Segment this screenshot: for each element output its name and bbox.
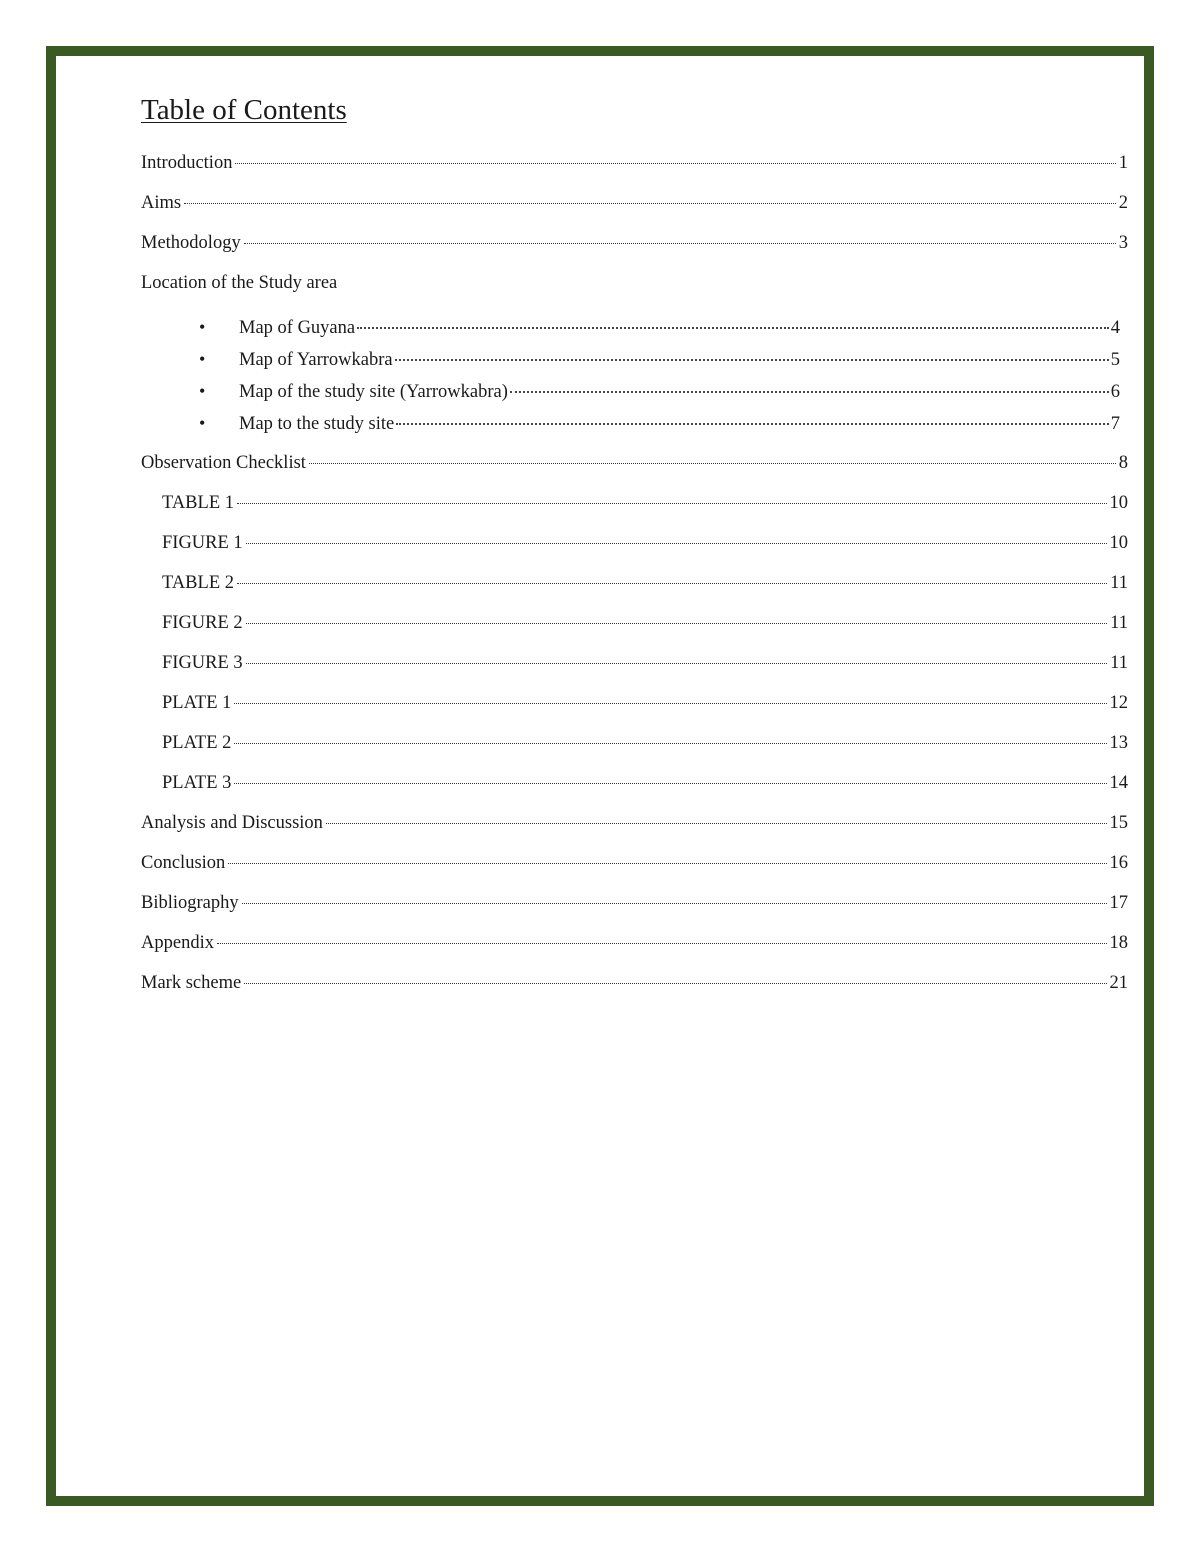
toc-entry-introduction[interactable] — [141, 152, 1128, 192]
toc-entry-page: 7 — [1110, 414, 1120, 434]
bullet-icon: • — [199, 349, 206, 369]
toc-entry-label: PLATE 3 — [162, 773, 232, 793]
dot-leader — [244, 243, 1116, 244]
toc-entry-page: 10 — [1109, 533, 1128, 553]
dot-leader — [396, 423, 1109, 425]
bullet-icon: • — [199, 381, 206, 401]
toc-entry-page: 12 — [1109, 693, 1128, 713]
dot-leader — [217, 943, 1107, 944]
toc-entry-label: PLATE 1 — [162, 693, 232, 713]
dot-leader — [234, 783, 1106, 784]
toc-entry-observation-checklist[interactable] — [141, 452, 1128, 492]
toc-entry-label: FIGURE 3 — [162, 653, 243, 673]
toc-subentry-figure-1[interactable] — [141, 532, 1128, 572]
toc-entry-label: Bibliography — [141, 893, 239, 913]
toc-entry-mark-scheme[interactable] — [141, 972, 1128, 1012]
dot-leader — [237, 583, 1107, 584]
dot-leader — [246, 543, 1107, 544]
toc-entry-label: Map of Yarrowkabra — [239, 350, 393, 370]
dot-leader — [234, 703, 1106, 704]
toc-bullet-map-of-study-site[interactable] — [199, 380, 1120, 412]
dot-leader — [309, 463, 1116, 464]
dot-leader — [246, 663, 1107, 664]
toc-entry-label: Mark scheme — [141, 973, 242, 993]
toc-subentry-table-1[interactable] — [141, 492, 1128, 532]
toc-entry-page: 5 — [1110, 350, 1120, 370]
toc-entry-label: FIGURE 2 — [162, 613, 243, 633]
toc-entry-page: 11 — [1110, 653, 1128, 673]
toc-entry-page: 14 — [1109, 773, 1128, 793]
table-of-contents — [141, 90, 1128, 1012]
toc-entry-page: 3 — [1118, 233, 1128, 253]
toc-entry-label: FIGURE 1 — [162, 533, 243, 553]
toc-entry-label: TABLE 1 — [162, 493, 234, 513]
toc-entry-page: 18 — [1109, 933, 1128, 953]
toc-entry-page: 21 — [1109, 973, 1128, 993]
toc-bullet-map-of-yarrowkabra[interactable] — [199, 348, 1120, 380]
toc-entry-appendix[interactable] — [141, 932, 1128, 972]
toc-subentry-plate-2[interactable] — [141, 732, 1128, 772]
toc-entry-page: 11 — [1110, 573, 1128, 593]
toc-entry-page: 16 — [1109, 853, 1128, 873]
dot-leader — [510, 391, 1109, 393]
dot-leader — [234, 743, 1106, 744]
toc-entry-label: Aims — [141, 193, 182, 213]
toc-subentry-plate-1[interactable] — [141, 692, 1128, 732]
toc-entry-label: Analysis and Discussion — [141, 813, 323, 833]
toc-subentry-table-2[interactable] — [141, 572, 1128, 612]
toc-entry-conclusion[interactable] — [141, 852, 1128, 892]
toc-entry-label: Map to the study site — [239, 414, 395, 434]
toc-entry-page: 8 — [1118, 453, 1128, 473]
dot-leader — [357, 327, 1109, 329]
toc-subentry-plate-3[interactable] — [141, 772, 1128, 812]
toc-subentry-figure-3[interactable] — [141, 652, 1128, 692]
dot-leader — [395, 359, 1109, 361]
toc-bullet-map-of-guyana[interactable] — [199, 316, 1120, 348]
toc-entry-label: Location of the Study area — [141, 273, 338, 293]
dot-leader — [326, 823, 1107, 824]
toc-entry-page: 15 — [1109, 813, 1128, 833]
toc-entry-page: 2 — [1118, 193, 1128, 213]
toc-entry-bibliography[interactable] — [141, 892, 1128, 932]
dot-leader — [235, 163, 1115, 164]
toc-heading-location — [141, 272, 1128, 312]
toc-entry-label: Map of Guyana — [239, 318, 356, 338]
bullet-icon: • — [199, 413, 206, 433]
dot-leader — [228, 863, 1106, 864]
toc-entry-label: Conclusion — [141, 853, 226, 873]
dot-leader — [237, 503, 1107, 504]
toc-entry-label: Map of the study site (Yarrowkabra) — [239, 382, 508, 402]
toc-entry-label: Appendix — [141, 933, 214, 953]
dot-leader — [184, 203, 1116, 204]
toc-entry-label: Methodology — [141, 233, 241, 253]
toc-entry-label: Observation Checklist — [141, 453, 306, 473]
toc-entry-aims[interactable] — [141, 192, 1128, 232]
toc-subentry-figure-2[interactable] — [141, 612, 1128, 652]
bullet-icon: • — [199, 317, 206, 337]
toc-entry-page: 1 — [1118, 153, 1128, 173]
dot-leader — [246, 623, 1107, 624]
toc-entry-analysis-and-discussion[interactable] — [141, 812, 1128, 852]
toc-entry-page: 17 — [1109, 893, 1128, 913]
toc-entry-page: 6 — [1110, 382, 1120, 402]
toc-entry-methodology[interactable] — [141, 232, 1128, 272]
toc-entry-page: 4 — [1110, 318, 1120, 338]
toc-bullet-map-to-study-site[interactable] — [199, 412, 1120, 444]
location-bullet-list — [141, 316, 1120, 444]
dot-leader — [244, 983, 1106, 984]
toc-entry-label: Introduction — [141, 153, 233, 173]
toc-entry-label: PLATE 2 — [162, 733, 232, 753]
toc-entry-page: 13 — [1109, 733, 1128, 753]
toc-entry-page: 10 — [1109, 493, 1128, 513]
toc-title: Table of Contents — [141, 94, 347, 126]
toc-entry-page: 11 — [1110, 613, 1128, 633]
toc-entry-label: TABLE 2 — [162, 573, 234, 593]
dot-leader — [242, 903, 1107, 904]
